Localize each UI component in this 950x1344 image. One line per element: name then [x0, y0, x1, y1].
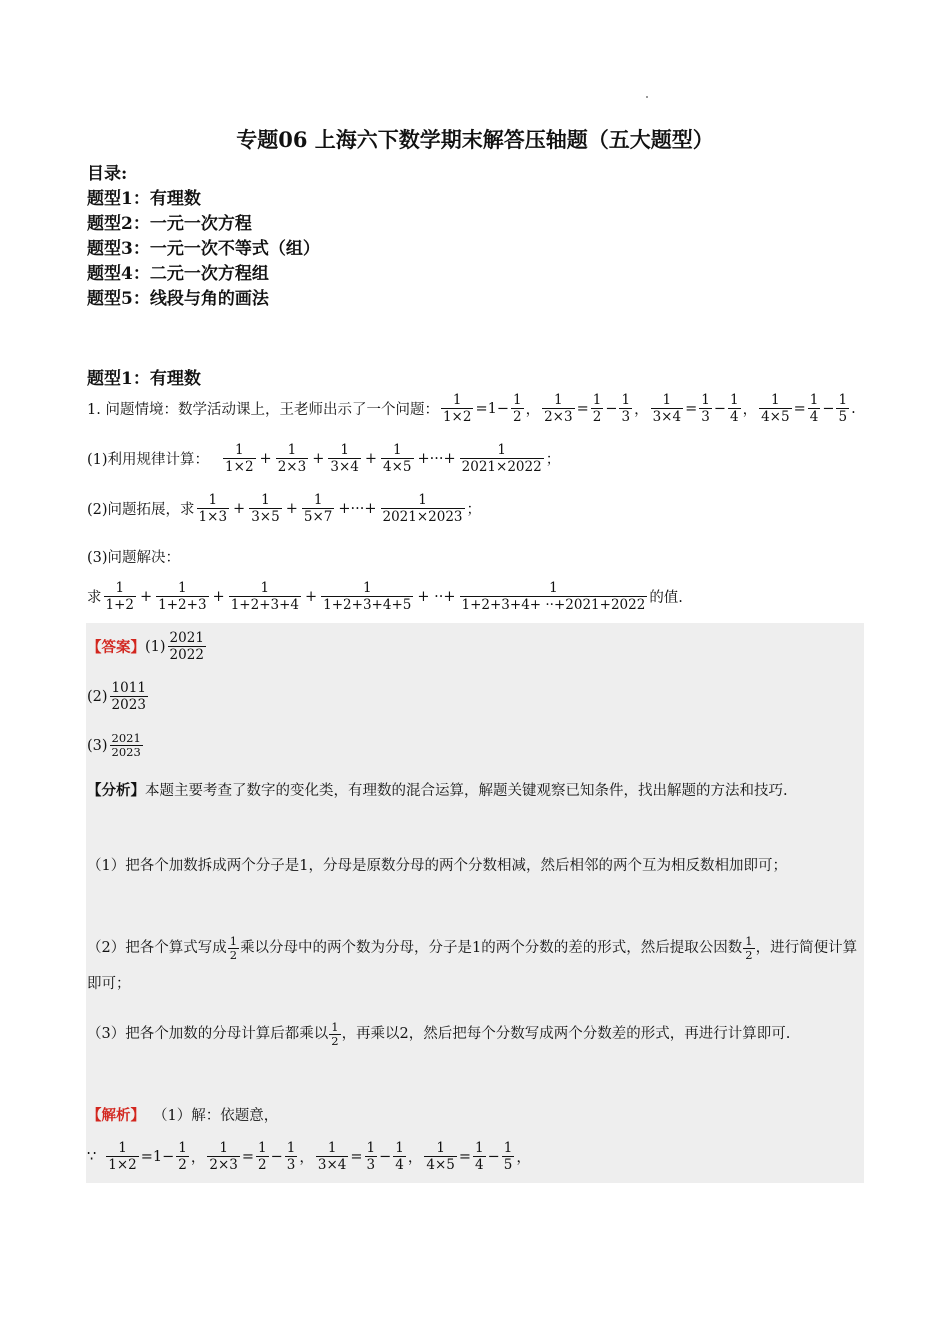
- toc-item: 题型1：有理数: [87, 189, 201, 209]
- fraction: $\frac{1}{1\times 2}$: [108, 1140, 137, 1173]
- question-part-1: (1)利用规律计算： $\frac{1}{1\times 2}$ + $\frac{1}{2\times 3}$ + $\frac{1}{3\times 4}$ + $\frac{1}{4\times 5}$ +···+ $\frac{1}{2021\times 2022}$ ；: [87, 442, 561, 475]
- fraction: $\frac{1}{3}$: [701, 392, 710, 425]
- toc-item: 题型3：一元一次不等式（组）: [87, 239, 320, 259]
- fraction: $\frac{1}{1+2+3}$: [158, 580, 207, 613]
- fraction: $\frac{1}{3}$: [286, 1140, 296, 1173]
- question-part-2: (2)问题拓展，求 $\frac{1}{1\times 3}$ + $\frac{1}{3\times 5}$ + $\frac{1}{5\times 7}$ +···+ $\frac{1}{2021\times 2023}$ ；: [87, 492, 482, 525]
- fraction: $\frac{1}{5}$: [503, 1140, 513, 1173]
- toc-item: 题型4：二元一次方程组: [87, 264, 269, 284]
- fraction: $\frac{1}{1+2+3+4}$: [230, 580, 299, 613]
- fraction: $\frac{1}{2\times 3}$: [209, 1140, 238, 1173]
- fraction: $\frac{1}{5\times 7}$: [303, 492, 333, 525]
- toc-title: 目录:: [87, 164, 128, 184]
- fraction: $\frac{1}{4}$: [809, 392, 819, 425]
- fraction: $\frac{1}{2}$: [512, 392, 522, 425]
- speck: [646, 96, 648, 98]
- question-intro: 1. 问题情境：数学活动课上，王老师出示了一个问题： $\frac{1}{1\times 2}$ =1− $\frac{1}{2}$ ， $\frac{1}{2\times 3}$ = $\frac{1}{2}$ − $\frac{1}{3}$ ， $\frac{1}{3\times 4}$ = $\frac{1}{3}$ − $\frac{1}{4}$ ， $\frac{1}{4\times 5}$ = $\frac{1}{4}$ − $\frac{1}{5}$ .: [87, 392, 856, 425]
- question-part-3-expression: 求 $\frac{1}{1+2}$ + $\frac{1}{1+2+3}$ + $\frac{1}{1+2+3+4}$ + $\frac{1}{1+2+3+4+5}$ + ··+ $\frac{1}{1+2+3+4+ \cdot\cdot+2021+2022}$ 的值.: [87, 580, 683, 613]
- fraction: $\frac{1}{1+2+3+4+ \cdot\cdot+2021+2022}$: [461, 580, 646, 613]
- fraction: $\frac{1}{2\times 3}$: [277, 442, 307, 475]
- fraction: $\frac{1}{3\times 4}$: [330, 442, 359, 475]
- analysis-step-1: （1）把各个加数拆成两个分子是1，分母是原数分母的两个分数相减，然后相邻的两个互为相反数相加即可；: [87, 858, 787, 874]
- page-title: 专题06 上海六下数学期末解答压轴题（五大题型）: [236, 127, 714, 152]
- answer-3: (3) $\frac{2021}{2023}$: [87, 731, 141, 759]
- analysis-step-3: （3）把各个加数的分母计算后都乘以 $\frac{1}{2}$ ，再乘以2，然后把每个分数写成两个分数差的形式，再进行计算即可.: [87, 1019, 791, 1048]
- fraction: $\frac{1}{3}$: [621, 392, 631, 425]
- fraction: $\frac{1}{2}$: [592, 392, 602, 425]
- question-part-3: (3)问题解决：: [87, 550, 181, 566]
- fraction: $\frac{1}{2\times 3}$: [544, 392, 573, 425]
- fraction: $\frac{2021}{2022}$: [169, 630, 204, 663]
- solution-heading: 【解析】 （1）解：依题意，: [87, 1104, 278, 1125]
- fraction: $\frac{1}{2}$: [745, 933, 753, 962]
- fraction: $\frac{1}{4}$: [395, 1140, 404, 1173]
- fraction: $\frac{1}{2}$: [258, 1140, 267, 1173]
- answer-panel: [86, 623, 864, 1183]
- fraction: $\frac{1}{2}$: [178, 1140, 187, 1173]
- answer-label: 【答案】: [87, 639, 145, 656]
- table-of-contents: [87, 162, 320, 312]
- intro-text: 1. 问题情境：数学活动课上，王老师出示了一个问题：: [87, 402, 439, 418]
- fraction: $\frac{1}{3\times 5}$: [251, 492, 280, 525]
- fraction: $\frac{1}{3\times 4}$: [317, 1140, 347, 1173]
- fraction: $\frac{1}{4\times 5}$: [761, 392, 790, 425]
- fraction: $\frac{1}{3}$: [366, 1140, 376, 1173]
- fraction: $\frac{1}{4}$: [475, 1140, 484, 1173]
- toc-item: 题型2：一元一次方程: [87, 214, 252, 234]
- fraction: $\frac{1}{5}$: [838, 392, 848, 425]
- fraction: $\frac{1}{1+2+3+4+5}$: [323, 580, 412, 613]
- solution-line: ∵ $\frac{1}{1\times 2}$ =1− $\frac{1}{2}$ ， $\frac{1}{2\times 3}$ = $\frac{1}{2}$ − $\frac{1}{3}$ ， $\frac{1}{3\times 4}$ = $\frac{1}{3}$ − $\frac{1}{4}$ ， $\frac{1}{4\times 5}$ = $\frac{1}{4}$ − $\frac{1}{5}$ ，: [87, 1140, 531, 1173]
- answer-1: 【答案】 (1) $\frac{2021}{2022}$: [87, 630, 204, 663]
- fraction: $\frac{1}{3\times 4}$: [652, 392, 682, 425]
- section-heading: 题型1：有理数: [87, 369, 201, 389]
- fraction: $\frac{2021}{2023}$: [111, 731, 141, 759]
- fraction: $\frac{1}{2}$: [331, 1019, 339, 1048]
- fraction: $\frac{1011}{2023}$: [111, 680, 146, 713]
- fraction: $\frac{1}{4\times 5}$: [383, 442, 412, 475]
- fraction: $\frac{1}{1\times 3}$: [198, 492, 228, 525]
- solution-label: 【解析】: [87, 1107, 145, 1124]
- analysis-label: 【分析】: [87, 782, 145, 799]
- analysis-step-2: （2）把各个算式写成 $\frac{1}{2}$ 乘以分母中的两个数为分母，分子是1的两个分数的差的形式，然后提取公因数 $\frac{1}{2}$ ，进行简便计算即可；: [87, 933, 858, 992]
- toc-item: 题型5：线段与角的画法: [87, 289, 269, 309]
- fraction: $\frac{1}{1+2}$: [105, 580, 134, 613]
- fraction: $\frac{1}{2}$: [229, 933, 238, 962]
- fraction: $\frac{1}{4}$: [729, 392, 739, 425]
- analysis-paragraph: 【分析】本题主要考查了数字的变化类，有理数的混合运算，解题关键观察已知条件，找出解题的方法和技巧.: [87, 782, 788, 799]
- fraction: $\frac{1}{2021\times 2022}$: [461, 442, 542, 475]
- fraction: $\frac{1}{4\times 5}$: [426, 1140, 455, 1173]
- fraction: $\frac{1}{2021\times 2023}$: [382, 492, 463, 525]
- fraction: $\frac{1}{1\times 2}$: [442, 392, 472, 425]
- answer-2: (2) $\frac{1011}{2023}$: [87, 680, 146, 713]
- fraction: $\frac{1}{1\times 2}$: [225, 442, 254, 475]
